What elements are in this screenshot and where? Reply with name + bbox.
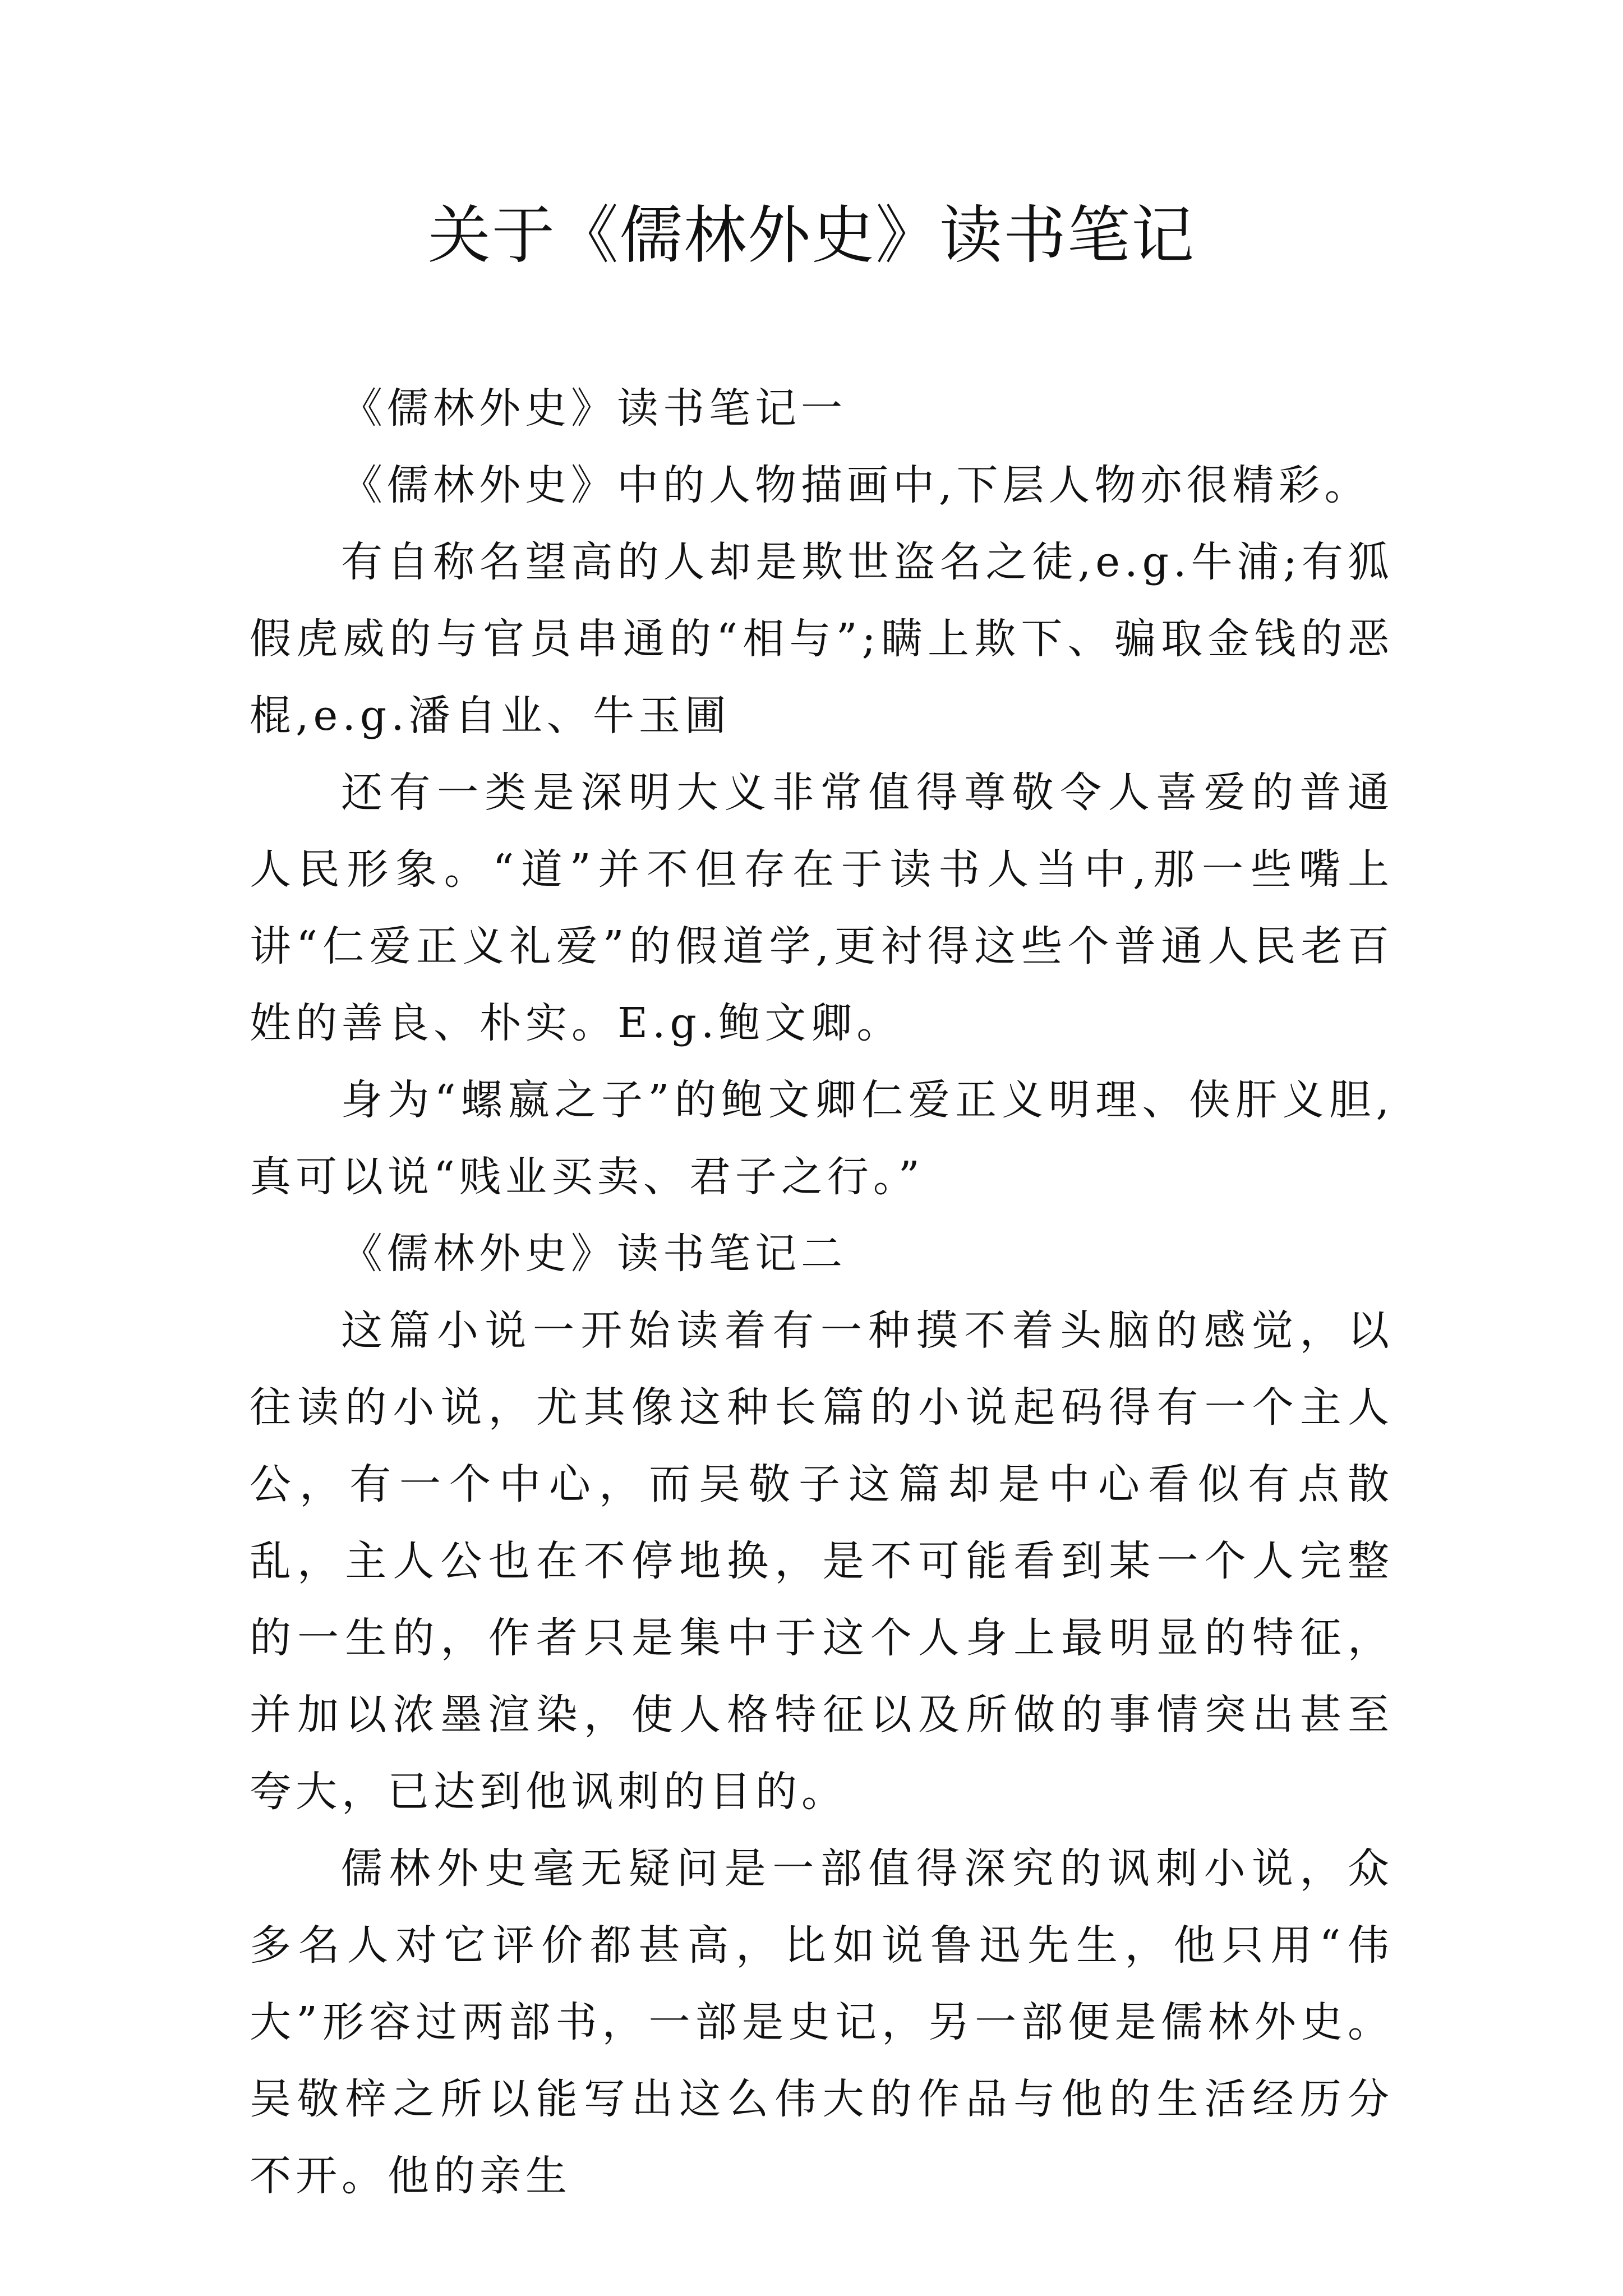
paragraph: 还有一类是深明大义非常值得尊敬令人喜爱的普通人民形象。“道”并不但存在于读书人当中,那一些嘴上讲“仁爱正义礼爱”的假道学,更衬得这些个普通人民老百姓的善良、朴实。E.g.鲍文卿。	[250, 769, 1394, 1047]
section-heading-2: 《儒林外史》读书笔记二	[341, 1230, 847, 1278]
paragraph: 这篇小说一开始读着有一种摸不着头脑的感觉，以往读的小说，尤其像这种长篇的小说起码得有一个主人公，有一个中心，而吴敬子这篇却是中心看似有点散乱，主人公也在不停地换，是不可能看到某一个人完整的一生的，作者只是集中于这个人身上最明显的特征，并加以浓墨渲染，使人格特征以及所做的事情突出甚至夸大，已达到他讽刺的目的。	[250, 1306, 1394, 1816]
paragraph: 儒林外史毫无疑问是一部值得深究的讽刺小说，众多名人对它评价都甚高，比如说鲁迅先生，他只用“伟大”形容过两部书，一部是史记，另一部便是儒林外史。吴敬梓之所以能写出这么伟大的作品与他的生活经历分不开。他的亲生	[250, 1844, 1394, 2200]
document-title: 关于《儒林外史》读书笔记	[428, 199, 1195, 272]
paragraph: 有自称名望高的人却是欺世盗名之徒,e.g.牛浦;有狐假虎威的与官员串通的“相与”;瞒上欺下、骗取金钱的恶棍,e.g.潘自业、牛玉圃	[250, 538, 1394, 740]
document-body	[250, 370, 1394, 2215]
section-heading-1: 《儒林外史》读书笔记一	[341, 384, 847, 432]
paragraph: 身为“螺嬴之子”的鲍文卿仁爱正义明理、侠肝义胆,真可以说“贱业买卖、君子之行。”	[250, 1076, 1394, 1201]
paragraph: 《儒林外史》中的人物描画中,下层人物亦很精彩。	[341, 461, 1371, 509]
